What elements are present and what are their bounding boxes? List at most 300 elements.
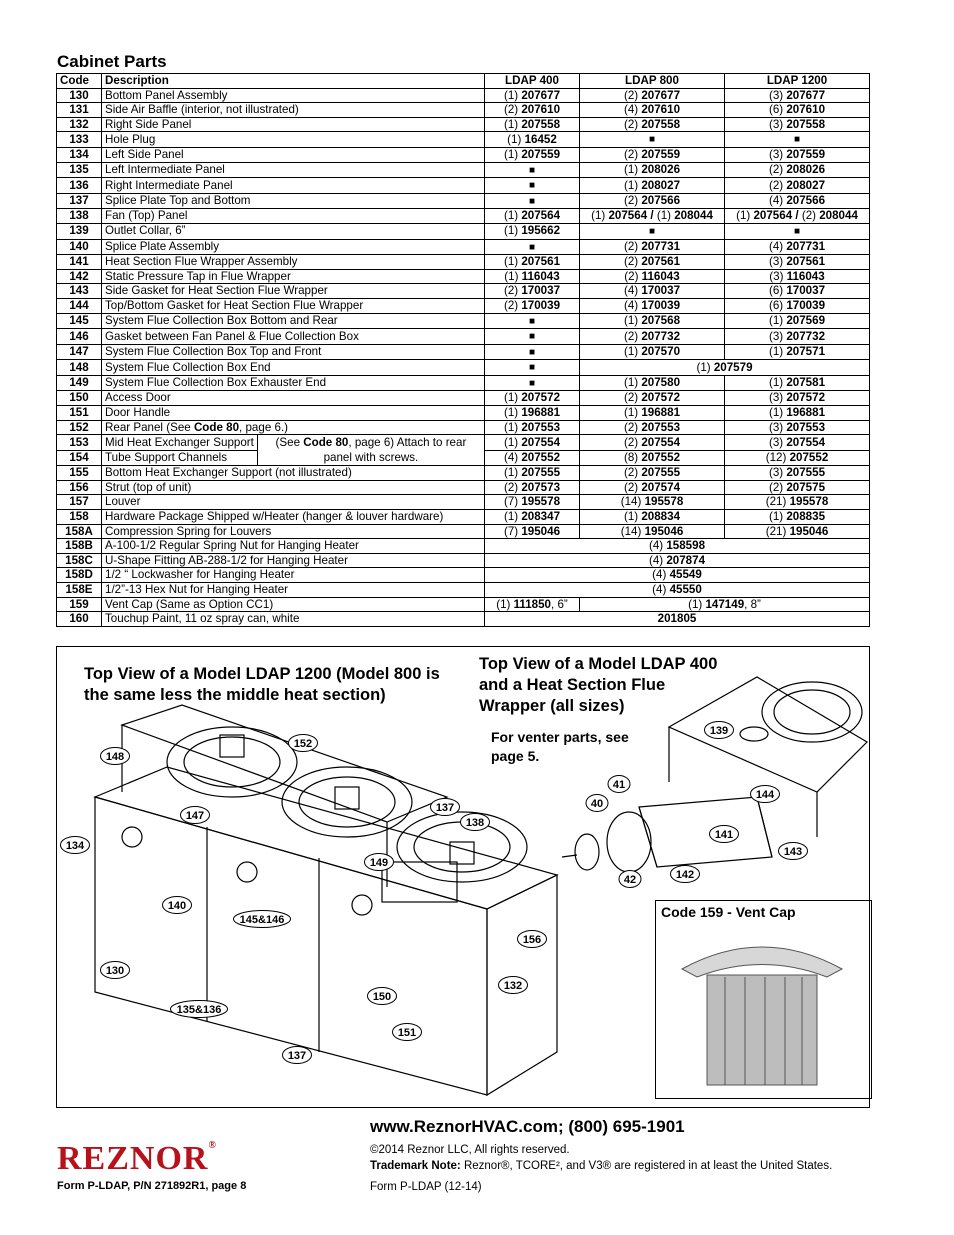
cell-part: (1) [503, 420, 522, 434]
cell-part: 170037 [786, 284, 826, 298]
cell-part: (3) [768, 117, 787, 131]
cell-part: 207731 [786, 240, 826, 254]
cell-part: (1) [768, 314, 787, 327]
cell-part: (6) [768, 103, 787, 117]
cell-part: (1) [736, 209, 754, 223]
cell-code: 137 [57, 193, 102, 209]
table-row [57, 223, 870, 239]
cell-part: (4) [648, 553, 667, 567]
cell-part: (1) [768, 345, 787, 359]
cell-part: 196881 [521, 406, 561, 420]
copyright: ©2014 Reznor LLC, All rights reserved. [370, 1144, 570, 1156]
cell-ldap-800 [580, 313, 725, 329]
cell-ldap-800 [580, 406, 725, 421]
cell-part: (1) [768, 510, 787, 524]
cell-part: 116043 [641, 269, 680, 283]
cell-ldap-800 [580, 466, 725, 481]
cell-part: 208027 [641, 178, 681, 192]
callout-label: 137 [435, 802, 455, 814]
callout-label: 141 [714, 829, 734, 841]
cell-ldap-400 [485, 255, 580, 270]
cell-part: 207555 [521, 466, 561, 480]
cell-ldap-400 [485, 391, 580, 406]
parts-figure [56, 646, 870, 1108]
cell-part: 207554 [641, 435, 681, 449]
cell-part: (4) [768, 194, 787, 208]
cell-ldap-800 [580, 495, 725, 510]
cell-all-sizes [485, 612, 870, 627]
table-row [57, 510, 870, 525]
cell-ldap-400: ■ [485, 178, 580, 194]
cell-ldap-800 [580, 255, 725, 270]
cell-ldap-800 [580, 162, 725, 178]
cell-description: Top/Bottom Gasket for Heat Section Flue Wrapper [102, 298, 485, 313]
cell-part: (2) [623, 420, 642, 434]
callout-label: 40 [590, 798, 604, 810]
cell-code: 153 [57, 435, 102, 451]
table-row [57, 375, 870, 391]
callout-label: 143 [783, 846, 803, 858]
cell-part: (1) [503, 88, 522, 102]
cell-ldap-400 [485, 269, 580, 284]
cell-part: (8) [623, 451, 642, 465]
cell-part: 207561 [786, 255, 826, 269]
cell-ldap-1200 [725, 255, 870, 270]
cell-code: 155 [57, 466, 102, 481]
cell-code: 147 [57, 344, 102, 360]
cell-all-sizes [485, 568, 870, 583]
cell-part: 207677 [641, 88, 681, 102]
cell-description: Access Door [102, 391, 485, 406]
cell-code: 144 [57, 298, 102, 313]
cell-part: (3) [769, 269, 787, 283]
cell-part: 207555 [641, 466, 681, 480]
table-row [57, 329, 870, 345]
cell-part: (1) [503, 255, 522, 269]
cell-ldap-800 [580, 435, 725, 451]
cell-ldap-1200 [725, 162, 870, 178]
cell-ldap-1200 [725, 209, 870, 224]
cell-ldap-1200 [725, 313, 870, 329]
cell-part: (3) [768, 466, 787, 480]
flue-collection-box [122, 705, 447, 822]
cell-part: 207559 [641, 147, 681, 161]
cell-description: Hole Plug [102, 132, 485, 148]
cell-part: (1) [503, 435, 522, 449]
cell-part: (21) [765, 524, 790, 538]
cell-part: 208026 [786, 163, 826, 177]
cell-ldap-800 [580, 510, 725, 525]
cell-part: 207554 [786, 435, 826, 449]
cell-part: (2) [623, 147, 642, 161]
table-row [57, 255, 870, 270]
callout-label: 137 [287, 1050, 307, 1062]
cell-ldap-400 [485, 480, 580, 495]
cell-code: 136 [57, 178, 102, 194]
cell-part: 195046 [644, 524, 684, 538]
cell-part: 195046 [521, 524, 561, 538]
logo-text: REZNOR [57, 1140, 209, 1177]
table-row [57, 360, 870, 376]
table-row [57, 612, 870, 627]
table-row [57, 88, 870, 103]
cell-part: (1) [496, 597, 514, 611]
table-row [57, 391, 870, 406]
cell-ldap-1200: ■ [725, 223, 870, 239]
cell-ldap-1200 [725, 239, 870, 255]
cell-part: 158598 [666, 539, 706, 553]
cell-description: Right Intermediate Panel [102, 178, 485, 194]
cell-part: (1) [623, 510, 642, 524]
table-row [57, 239, 870, 255]
cell-ldap-1200 [725, 495, 870, 510]
cell-part: (2) [623, 88, 642, 102]
callout-label: 130 [105, 965, 125, 977]
callout-label: 151 [397, 1027, 417, 1039]
table-row [57, 597, 870, 612]
cell-description: Left Side Panel [102, 147, 485, 162]
cell-code: 145 [57, 313, 102, 329]
cell-part: (4) [623, 298, 642, 312]
cell-description: Vent Cap (Same as Option CC1) [102, 597, 485, 612]
callout-label: 152 [293, 738, 313, 750]
cell-ldap-800 [580, 284, 725, 299]
cell-ldap-800 [580, 88, 725, 103]
table-row [57, 313, 870, 329]
cell-part: 207564 / [608, 209, 657, 223]
cell-part: 207552 [789, 451, 829, 465]
cell-part: (3) [768, 88, 787, 102]
cell-part: 196881 [641, 406, 681, 420]
note-part: , page 6) Attach to rear panel with screws. [323, 436, 467, 465]
cell-ldap-800 [580, 209, 725, 224]
cell-part: (1) [623, 314, 642, 327]
cell-code: 159 [57, 597, 102, 612]
cell-part: 207558 [786, 117, 826, 131]
table-row [57, 406, 870, 421]
table-row [57, 209, 870, 224]
cell-part: 207570 [641, 345, 681, 359]
cell-part: 207564 / [753, 209, 802, 223]
cell-code: 134 [57, 147, 102, 162]
cell-part: 207579 [713, 360, 753, 374]
cell-ldap-1200 [725, 510, 870, 525]
cell-part: 207731 [641, 240, 681, 254]
cell-ldap-800 [580, 344, 725, 360]
cell-part: 195578 [644, 495, 684, 509]
cell-ldap-800 [580, 269, 725, 284]
header-code: Code [57, 74, 102, 89]
website-phone: www.ReznorHVAC.com; (800) 695-1901 [370, 1117, 685, 1136]
callout-label: 41 [612, 779, 626, 791]
cell-part: (6) [768, 298, 787, 312]
cell-ldap-400 [485, 103, 580, 118]
cell-description: System Flue Collection Box End [102, 360, 485, 376]
cell-part: 208347 [521, 510, 561, 524]
cell-ldap-800: ■ [580, 132, 725, 148]
table-row [57, 466, 870, 481]
table-row [57, 480, 870, 495]
callout-label: 156 [522, 934, 542, 946]
cell-ldap-1200 [725, 375, 870, 391]
cell-part: (1) [623, 163, 642, 177]
cell-part: (1) [768, 376, 787, 390]
cell-description: Splice Plate Assembly [102, 239, 485, 255]
venter [607, 812, 651, 872]
cell-code: 158D [57, 568, 102, 583]
cell-description: 1/2 “ Lockwasher for Hanging Heater [102, 568, 485, 583]
table-body [57, 88, 870, 626]
cell-code: 140 [57, 239, 102, 255]
cell-ldap-1200 [725, 344, 870, 360]
cell-description: System Flue Collection Box Exhauster End [102, 375, 485, 391]
cell-part: (2) [503, 284, 522, 298]
table-row [57, 583, 870, 598]
figure-title-ldap-1200: Top View of a Model LDAP 1200 (Model 800 is the same less the middle heat section) [84, 665, 440, 704]
cell-part: (14) [620, 495, 645, 509]
cell-part: 196881 [786, 406, 826, 420]
cell-description: Louver [102, 495, 485, 510]
cabinet-top-outline [95, 767, 557, 909]
cell-ldap-1200 [725, 480, 870, 495]
callout-label: 138 [465, 817, 485, 829]
cell-part: (1) [656, 209, 675, 223]
cell-part: 208027 [786, 178, 826, 192]
cell-ldap-1200: ■ [725, 132, 870, 148]
cell-part: 207569 [786, 314, 826, 327]
cell-ldap-400: ■ [485, 360, 580, 376]
cell-part: 207561 [521, 255, 561, 269]
cell-part: (1) [623, 345, 642, 359]
cell-part: 207566 [786, 194, 826, 208]
cell-description: Fan (Top) Panel [102, 209, 485, 224]
cell-part: 201805 [657, 612, 697, 626]
cell-part: (3) [768, 255, 787, 269]
cell-ldap-800-1200 [580, 360, 870, 376]
cell-description: Compression Spring for Louvers [102, 524, 485, 539]
cell-part: 207581 [786, 376, 826, 390]
cell-part: 207677 [521, 88, 561, 102]
cell-part: (1) [591, 209, 609, 223]
cell-ldap-400: ■ [485, 239, 580, 255]
trademark-note [370, 1160, 832, 1172]
cell-part: 207558 [641, 117, 681, 131]
cell-part: (2) [503, 298, 522, 312]
cell-part: (4) [652, 583, 670, 596]
cell-part: (1) [503, 117, 522, 131]
cell-part: (2) [623, 117, 642, 131]
cell-part: 207552 [641, 451, 681, 465]
cell-part: 207566 [641, 194, 681, 208]
cell-part: 16452 [524, 132, 557, 146]
cell-part: (1) [623, 178, 642, 192]
cell-description: Left Intermediate Panel [102, 162, 485, 178]
cell-ldap-400: ■ [485, 313, 580, 329]
cell-all-sizes [485, 539, 870, 554]
cell-part: 207553 [521, 420, 561, 434]
cell-code: 130 [57, 88, 102, 103]
cell-part: 207555 [786, 466, 826, 480]
cell-part: 207558 [521, 117, 561, 131]
cell-description: Bottom Heat Exchanger Support (not illustrated) [102, 466, 485, 481]
cell-note-code-80 [257, 435, 484, 466]
cell-part: (1) [503, 209, 522, 223]
table-row [57, 298, 870, 313]
cell-ldap-400: ■ [485, 162, 580, 178]
table-row [57, 162, 870, 178]
cell-part: (2) [623, 240, 642, 254]
cell-part: 207874 [666, 553, 706, 567]
cell-code: 150 [57, 391, 102, 406]
cell-ldap-400 [485, 117, 580, 132]
table-row [57, 193, 870, 209]
cell-code: 135 [57, 162, 102, 178]
cell-ldap-800 [580, 450, 725, 466]
cell-part: (6) [768, 284, 787, 298]
cell-part: 111850 [513, 597, 552, 611]
trademark-text: Reznor®, TCORE², and V3® are registered in at least the United States. [460, 1160, 833, 1172]
cell-ldap-1200 [725, 117, 870, 132]
cell-part: (2) [503, 103, 522, 117]
cell-part: 207564 [521, 209, 561, 223]
cell-description: Strut (top of unit) [102, 480, 485, 495]
cell-ldap-800-1200 [580, 597, 870, 612]
cell-part: 207571 [786, 345, 826, 359]
table-row [57, 435, 870, 451]
cell-part: , 8” [744, 597, 761, 611]
cell-part: (2) [624, 269, 642, 283]
callout-label: 132 [503, 980, 523, 992]
cell-part: (4) [648, 539, 667, 553]
cell-ldap-800 [580, 329, 725, 345]
table-row [57, 524, 870, 539]
cell-part: (2) [768, 163, 787, 177]
cell-part: (1) [503, 147, 522, 161]
cell-ldap-800 [580, 480, 725, 495]
cell-part: (2) [768, 178, 787, 192]
cell-description: Hardware Package Shipped w/Heater (hanger & louver hardware) [102, 510, 485, 525]
table-row [57, 420, 870, 435]
form-number-left: Form P-LDAP, P/N 271892R1, page 8 [57, 1180, 247, 1192]
cell-part: (1) [503, 406, 522, 420]
cell-part: (2) [623, 480, 642, 494]
cell-description: Outlet Collar, 6” [102, 223, 485, 239]
cell-description: Gasket between Fan Panel & Flue Collection Box [102, 329, 485, 345]
cell-part: 207677 [786, 88, 826, 102]
cell-ldap-1200 [725, 435, 870, 451]
cell-part: 195662 [521, 224, 561, 238]
cell-ldap-800 [580, 239, 725, 255]
cell-part: (2) [801, 209, 820, 223]
cell-part: 207572 [786, 391, 826, 405]
cell-code: 146 [57, 329, 102, 345]
cell-ldap-400 [485, 147, 580, 162]
cell-part: 207572 [521, 391, 561, 405]
cell-ldap-800 [580, 103, 725, 118]
note-part: Code 80 [303, 436, 349, 450]
cell-ldap-400 [485, 132, 580, 148]
cell-part: (1) [503, 224, 522, 238]
form-number-right: Form P-LDAP (12-14) [370, 1181, 482, 1193]
cell-part: (14) [620, 524, 645, 538]
cell-part: (1) [503, 510, 522, 524]
cell-part: 116043 [786, 269, 825, 283]
cell-part: (2) [623, 466, 642, 480]
cell-ldap-800 [580, 375, 725, 391]
cell-code: 139 [57, 223, 102, 239]
cell-part: 45550 [669, 583, 702, 596]
cell-part: 208026 [641, 163, 681, 177]
page-title: Cabinet Parts [57, 52, 167, 71]
cell-part: 207559 [786, 147, 826, 161]
callout-label: 148 [105, 751, 125, 763]
cell-code: 156 [57, 480, 102, 495]
cell-ldap-1200 [725, 269, 870, 284]
cell-code: 141 [57, 255, 102, 270]
cell-part: 207573 [521, 480, 561, 494]
cell-part: (2) [623, 255, 642, 269]
cell-part: 208044 [819, 209, 858, 223]
figure-title-ldap-400: Top View of a Model LDAP 400 and a Heat Section Flue Wrapper (all sizes) [479, 655, 718, 715]
cell-code: 151 [57, 406, 102, 421]
cell-ldap-1200 [725, 466, 870, 481]
cell-part: (3) [768, 329, 787, 343]
callout-label: 42 [623, 874, 637, 886]
cell-part: (1) [507, 132, 525, 146]
cell-ldap-400 [485, 466, 580, 481]
cell-ldap-1200 [725, 284, 870, 299]
cell-description: System Flue Collection Box Bottom and Rear [102, 313, 485, 329]
cell-code: 143 [57, 284, 102, 299]
note-part: (See [275, 436, 304, 450]
cell-part: , 6” [551, 597, 568, 611]
cell-part: 195046 [789, 524, 829, 538]
venter-note: For venter parts, see page 5. [491, 729, 629, 764]
cell-code: 158A [57, 524, 102, 539]
cell-code: 148 [57, 360, 102, 376]
flue-wrapper [639, 797, 772, 867]
cell-part: 195578 [521, 495, 561, 509]
cell-part: 116043 [521, 269, 560, 283]
cell-ldap-400: ■ [485, 344, 580, 360]
reznor-logo: REZNOR® [57, 1140, 217, 1177]
cell-part: 207553 [786, 420, 826, 434]
cell-part: 207572 [641, 391, 681, 405]
table-row [57, 147, 870, 162]
callout-label: 145&146 [239, 914, 285, 926]
cell-description: A-100-1/2 Regular Spring Nut for Hanging Heater [102, 539, 485, 554]
table-row [57, 495, 870, 510]
cell-ldap-400 [485, 298, 580, 313]
header-description: Description [102, 74, 485, 89]
cell-part: (7) [503, 524, 522, 538]
cell-description: Side Air Baffle (interior, not illustrated) [102, 103, 485, 118]
cell-part: 207580 [641, 376, 681, 390]
cell-ldap-400 [485, 495, 580, 510]
callout-label: 150 [372, 991, 392, 1003]
desc-part: Code 80 [193, 420, 240, 434]
cell-ldap-400 [485, 88, 580, 103]
cell-part: (4) [623, 284, 642, 298]
cell-ldap-400 [485, 450, 580, 466]
cell-part: (2) [503, 480, 522, 494]
cell-code: 131 [57, 103, 102, 118]
cell-part: 170037 [521, 284, 561, 298]
table-row [57, 178, 870, 194]
vent-cap-label: Code 159 - Vent Cap [661, 904, 796, 920]
cell-part: (2) [623, 391, 642, 405]
cell-code: 158E [57, 583, 102, 598]
